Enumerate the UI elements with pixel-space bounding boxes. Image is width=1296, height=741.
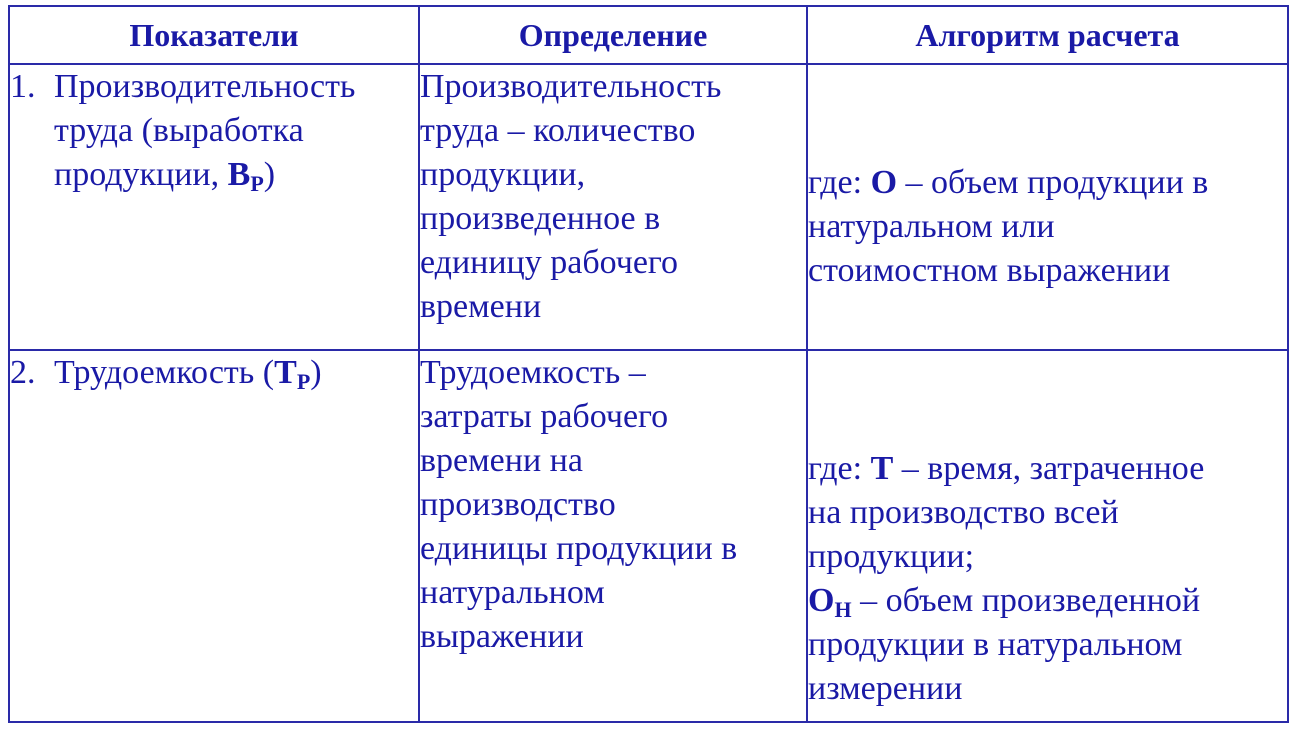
indicator-cell: 1. Производительность труда (выработка продукции, $В_Р$) (9, 64, 419, 350)
definition-line: Трудоемкость – (420, 354, 646, 391)
algorithm-line: измерении (808, 670, 963, 707)
table-row (9, 350, 1288, 722)
definition-line: продукции, (420, 156, 586, 193)
definition-line: единицы продукции в (420, 530, 738, 567)
definition-line: производство (420, 486, 616, 523)
table-row (9, 64, 1288, 350)
definition-line: единицу рабочего (420, 244, 679, 281)
algorithm-line: стоимостном выражении (808, 252, 1171, 289)
indicator-line: продукции, (54, 156, 228, 193)
definition-cell (419, 350, 807, 722)
header-row (9, 6, 1288, 64)
algorithm-line: продукции в натуральном (808, 626, 1183, 663)
definition-line: натуральном (420, 574, 605, 611)
definition-line: выражении (420, 618, 584, 655)
definition-line: времени (420, 288, 542, 325)
header-indicators: Показатели (9, 6, 419, 64)
algorithm-line: на производство всей (808, 494, 1119, 531)
header-definition: Определение (419, 6, 807, 64)
definition-cell (419, 64, 807, 350)
algo-variable: О (870, 164, 898, 201)
indicator-line: труда (выработка (54, 112, 304, 149)
indicator-symbol: $В_Р$ (227, 156, 264, 196)
definition-line: произведенное в (420, 200, 661, 237)
indicator-symbol: $Т_Р$ (274, 354, 311, 394)
indicator-line: Трудоемкость ( (54, 354, 275, 391)
algorithm-cell: где: Т – время, затраченное на производство всей продукции; $О_Н$ – объем произведенной продукции в натуральном измерении (807, 350, 1288, 722)
definition-line: времени на (420, 442, 583, 479)
indicator-cell: 2. Трудоемкость $(Т_Р)$ (9, 350, 419, 722)
definition-line: труда – количество (420, 112, 696, 149)
indicator-line: Производительность (54, 68, 356, 105)
algorithm-cell: где: О – объем продукции в натуральном или стоимостном выражении (807, 64, 1288, 350)
algo-variable: $О_Н$ (808, 582, 852, 622)
algo-variable: Т (870, 450, 894, 487)
row-number: 2. (10, 354, 36, 391)
indicators-table (8, 5, 1289, 723)
definition-line: затраты рабочего (420, 398, 669, 435)
row-number: 1. (10, 68, 36, 105)
algorithm-line: натуральном или (808, 208, 1055, 245)
definition-line: Производительность (420, 68, 722, 105)
header-algorithm: Алгоритм расчета (807, 6, 1288, 64)
algorithm-line: продукции; (808, 538, 975, 575)
